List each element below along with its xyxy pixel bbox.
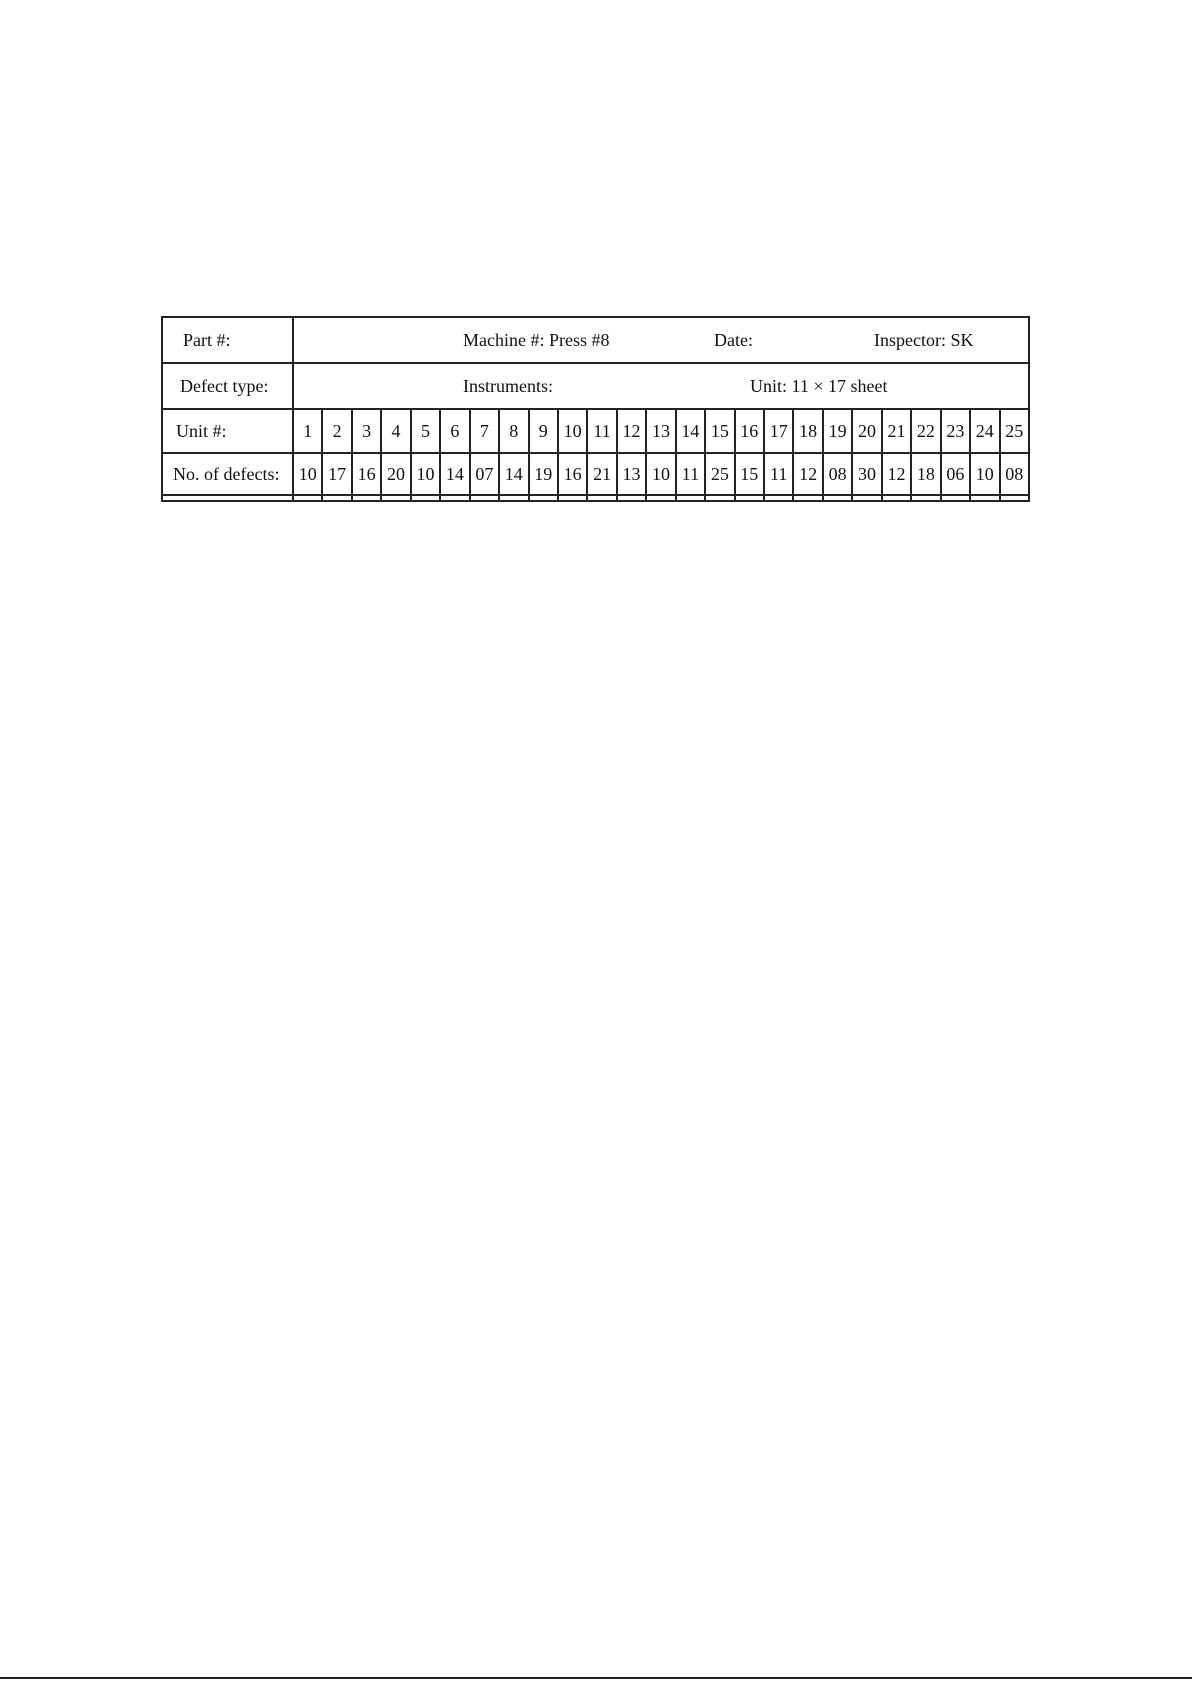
defect-count-cell: 06 <box>942 454 971 494</box>
unit-cell: 16 <box>736 410 765 452</box>
defect-count-cell: 16 <box>353 454 382 494</box>
header-row-1 <box>163 318 1028 364</box>
defect-count-cell: 10 <box>971 454 1000 494</box>
defect-count-cell: 12 <box>883 454 912 494</box>
defect-count-cell: 08 <box>1005 463 1024 484</box>
unit-cell: 2 <box>323 410 352 452</box>
cropped-row-tick <box>321 496 323 502</box>
cropped-row-tick <box>675 496 677 502</box>
cropped-row-tick <box>940 496 942 502</box>
cropped-row-tick <box>645 496 647 502</box>
defect-count-cell: 21 <box>588 454 617 494</box>
cropped-row <box>163 494 1028 502</box>
cropped-row-tick <box>292 496 294 502</box>
cropped-row-tick <box>704 496 706 502</box>
defect-count-cell: 11 <box>765 454 794 494</box>
cropped-row-tick <box>792 496 794 502</box>
defect-count-cell: 20 <box>382 454 411 494</box>
cropped-row-tick <box>351 496 353 502</box>
unit-cell: 25 <box>1005 420 1024 441</box>
unit-cell: 21 <box>883 410 912 452</box>
defect-count-cell: 18 <box>912 454 941 494</box>
defect-count-cell: 15 <box>736 454 765 494</box>
defect-count-cell: 17 <box>323 454 352 494</box>
unit-cell: 3 <box>353 410 382 452</box>
cropped-row-tick <box>910 496 912 502</box>
defect-count-cell: 14 <box>441 454 470 494</box>
cropped-row-tick <box>734 496 736 502</box>
unit-number-label: Unit #: <box>176 420 227 441</box>
unit-cell: 6 <box>441 410 470 452</box>
unit-cell: 13 <box>647 410 676 452</box>
inspector-label: Inspector: SK <box>874 330 974 350</box>
cropped-row-tick <box>439 496 441 502</box>
defect-count-cell: 13 <box>618 454 647 494</box>
unit-cell: 14 <box>677 410 706 452</box>
cropped-row-tick <box>969 496 971 502</box>
unit-number-label-cell <box>163 410 294 452</box>
part-label-cell <box>163 318 294 362</box>
unit-size-label: Unit: 11 × 17 sheet <box>750 376 888 396</box>
defect-count-cell: 19 <box>530 454 559 494</box>
defect-count-cell: 14 <box>500 454 529 494</box>
unit-cell: 20 <box>853 410 882 452</box>
part-label: Part #: <box>183 329 231 350</box>
defects-label-cell <box>163 454 294 494</box>
defect-type-label: Defect type: <box>180 375 269 396</box>
cropped-row-tick <box>469 496 471 502</box>
defect-count-cell: 25 <box>706 454 735 494</box>
unit-cell: 24 <box>971 410 1000 452</box>
unit-cell: 1 <box>294 410 323 452</box>
defect-count-cell: 12 <box>794 454 823 494</box>
defect-count-cell: 30 <box>853 454 882 494</box>
defect-count-cell: 10 <box>294 454 323 494</box>
cropped-row-tick <box>999 496 1001 502</box>
defect-count-cell: 10 <box>412 454 441 494</box>
cropped-row-tick <box>822 496 824 502</box>
cropped-row-tick <box>763 496 765 502</box>
unit-cell: 19 <box>824 410 853 452</box>
cropped-row-tick <box>586 496 588 502</box>
defect-count-cell: 11 <box>677 454 706 494</box>
unit-cell: 4 <box>382 410 411 452</box>
instruments-label: Instruments: <box>463 376 553 396</box>
defect-count-cell: 16 <box>559 454 588 494</box>
unit-cell: 8 <box>500 410 529 452</box>
unit-cell: 11 <box>588 410 617 452</box>
unit-cell: 15 <box>706 410 735 452</box>
unit-cell: 9 <box>530 410 559 452</box>
unit-number-cells <box>294 410 1028 452</box>
date-label: Date: <box>714 330 753 350</box>
unit-cell: 18 <box>794 410 823 452</box>
cropped-row-tick <box>881 496 883 502</box>
header-row-2 <box>163 364 1028 410</box>
unit-cell: 5 <box>412 410 441 452</box>
cropped-row-tick <box>851 496 853 502</box>
unit-cell: 23 <box>942 410 971 452</box>
unit-cell: 17 <box>765 410 794 452</box>
unit-number-row <box>163 410 1028 454</box>
defects-row <box>163 454 1028 494</box>
cropped-row-tick <box>410 496 412 502</box>
unit-cell: 12 <box>618 410 647 452</box>
unit-cell: 7 <box>471 410 500 452</box>
defect-count-cells <box>294 454 1028 494</box>
defect-type-label-cell <box>163 364 294 408</box>
page-bottom-rule <box>0 1677 1192 1679</box>
cropped-row-tick <box>528 496 530 502</box>
defect-count-cell: 07 <box>471 454 500 494</box>
cropped-row-tick <box>498 496 500 502</box>
cropped-row-tick <box>557 496 559 502</box>
machine-label: Machine #: Press #8 <box>463 330 610 350</box>
check-sheet <box>161 316 1030 502</box>
unit-cell: 10 <box>559 410 588 452</box>
defect-count-cell: 08 <box>824 454 853 494</box>
cropped-row-tick <box>380 496 382 502</box>
cropped-row-tick <box>616 496 618 502</box>
defects-label: No. of defects: <box>173 463 280 484</box>
unit-cell: 22 <box>912 410 941 452</box>
defect-count-cell: 10 <box>647 454 676 494</box>
